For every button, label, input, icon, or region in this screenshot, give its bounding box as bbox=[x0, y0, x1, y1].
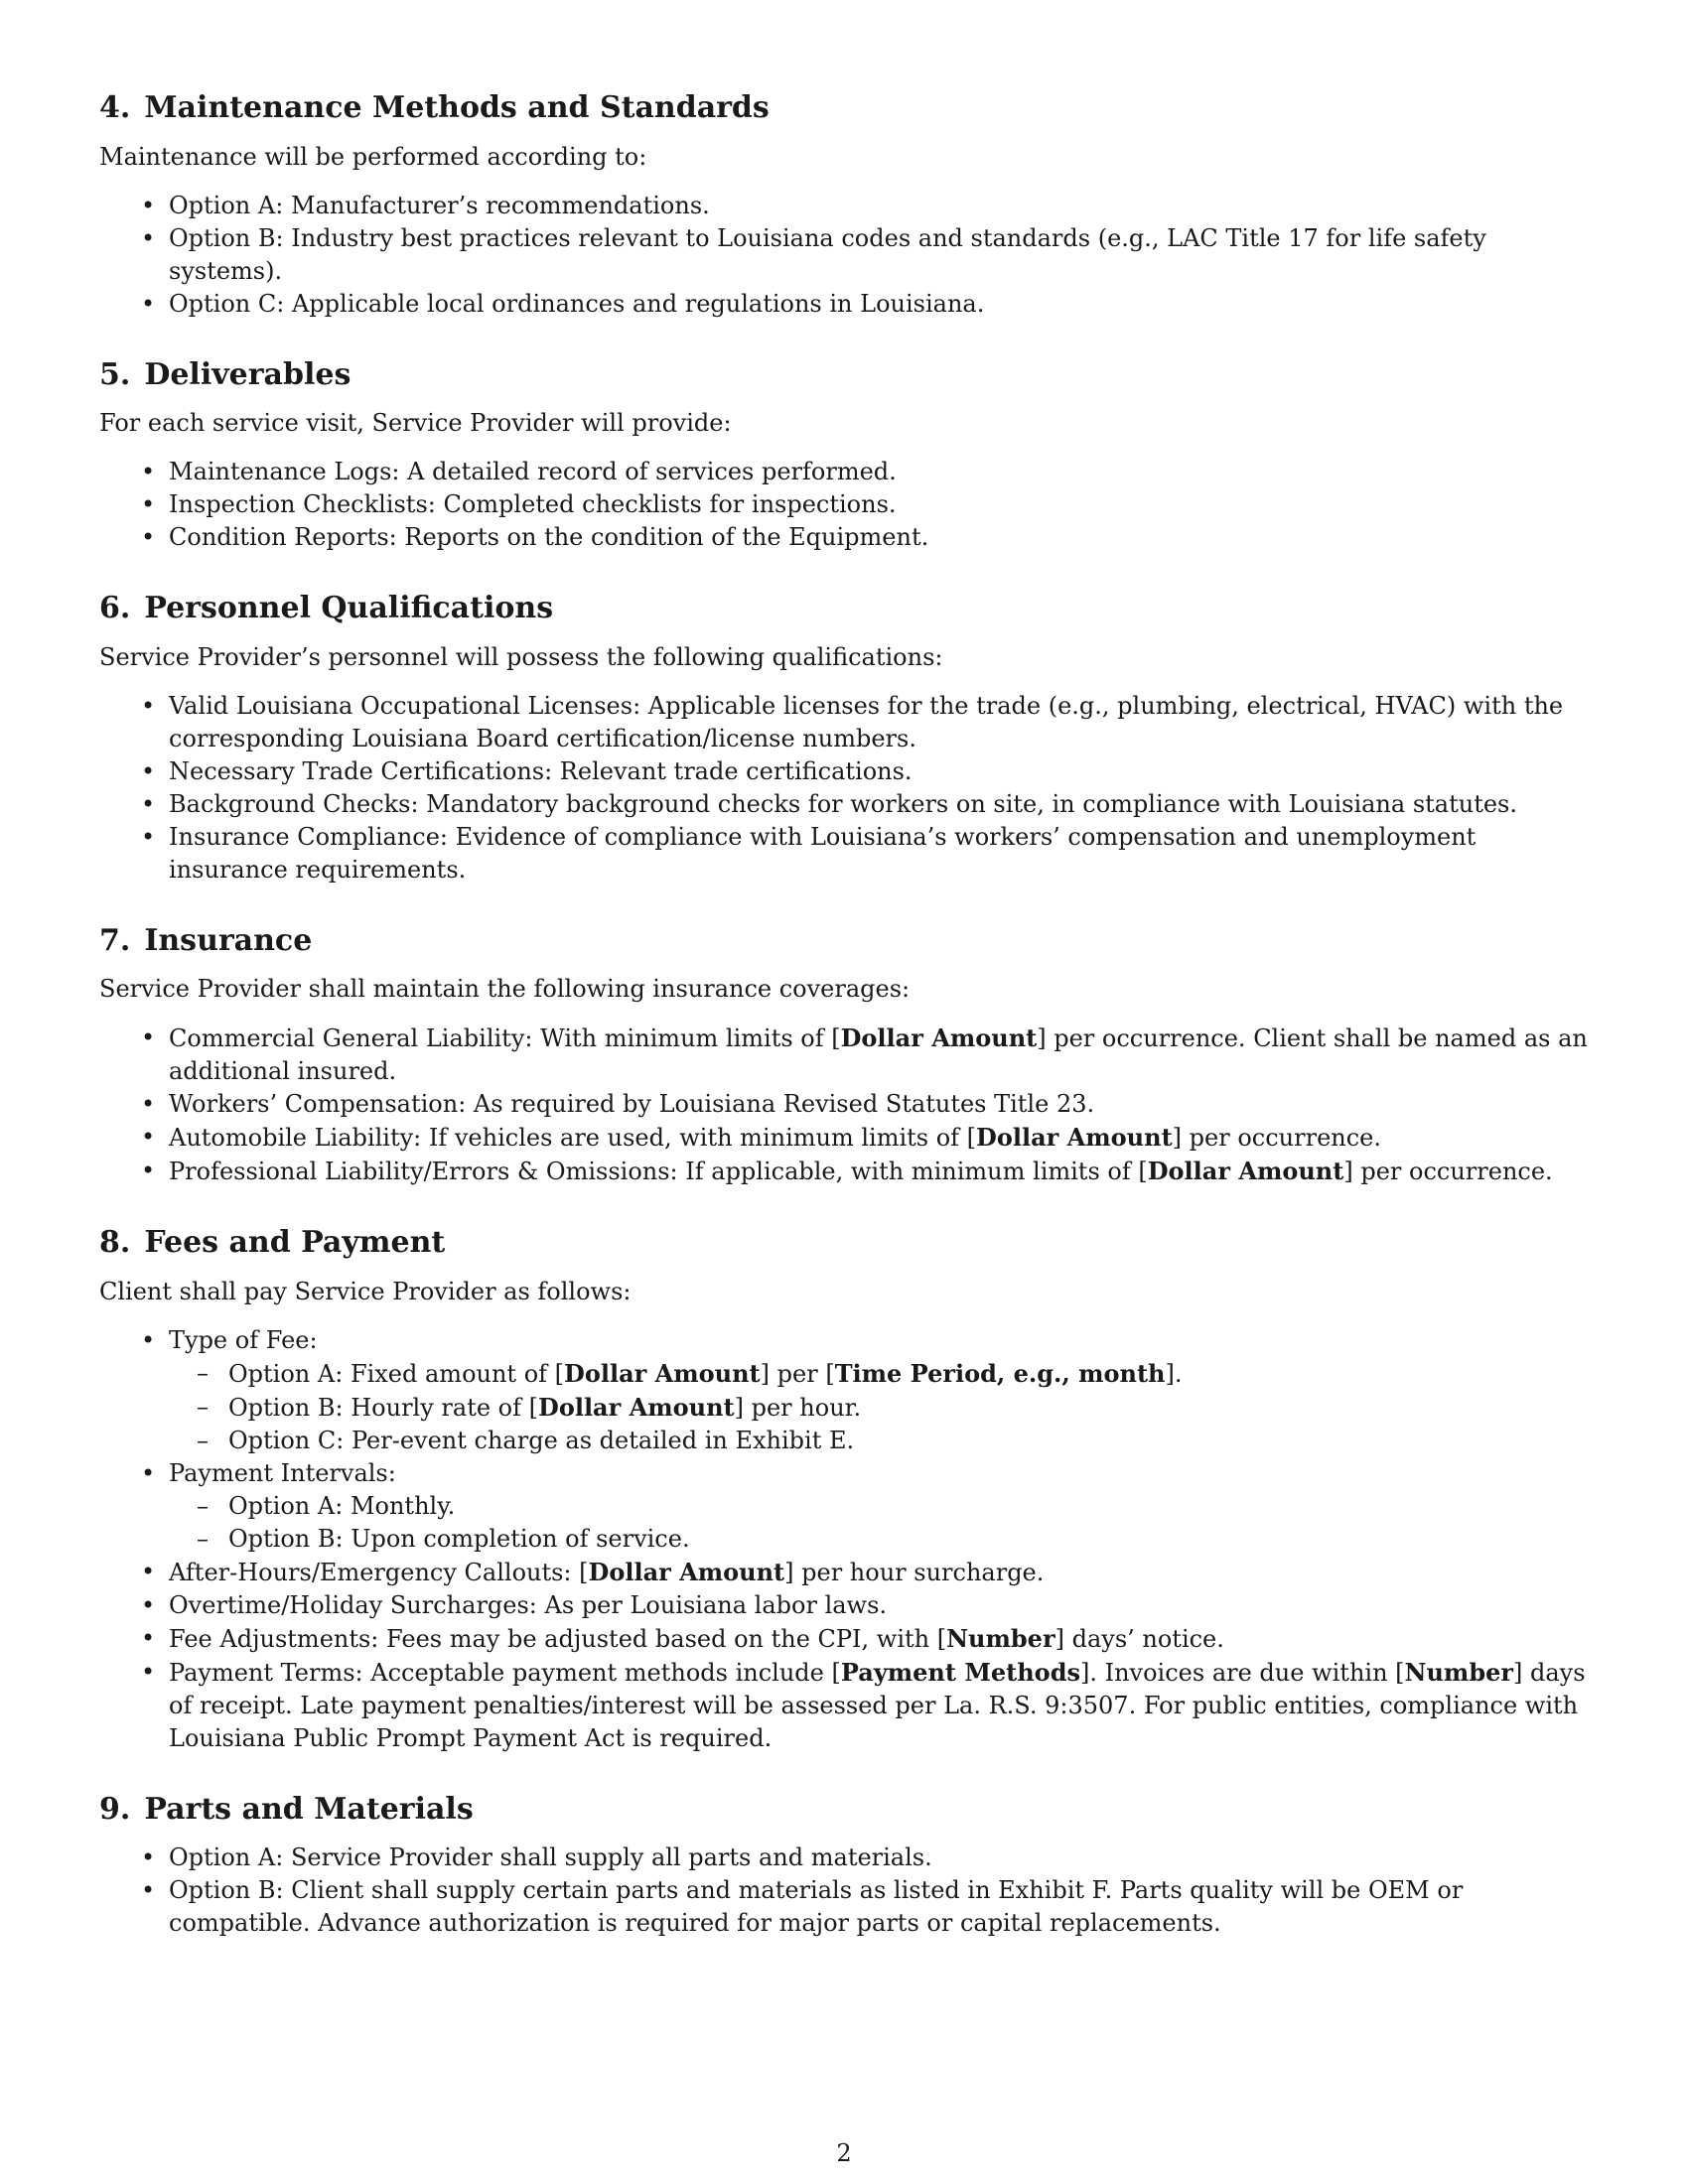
list-item: • After-Hours/Emergency Callouts: [Dollar Amount] per hour surcharge. bbox=[169, 1556, 1589, 1589]
bullet-list bbox=[99, 1022, 1589, 1188]
list-item: • Fee Adjustments: Fees may be adjusted based on the CPI, with [Number] days’ notice. bbox=[169, 1622, 1589, 1656]
section-parts-and-materials bbox=[99, 1791, 1589, 1941]
list-item: • Inspection Checklists: Completed checklists for inspections. bbox=[169, 488, 1589, 521]
list-item: • Option A: Service Provider shall supply all parts and materials. bbox=[169, 1842, 1589, 1874]
section-maintenance-methods bbox=[99, 89, 1589, 321]
section-insurance bbox=[99, 922, 1589, 1189]
placeholder-field: Payment Methods bbox=[840, 1657, 1080, 1687]
list-item: • Commercial General Liability: With minimum limits of [Dollar Amount] per occurrence. Client shall be named as an additional insured. bbox=[169, 1022, 1589, 1088]
section-deliverables bbox=[99, 356, 1589, 555]
bullet-list bbox=[99, 690, 1589, 887]
list-item: • Professional Liability/Errors & Omissions: If applicable, with minimum limits of [Dollar Amount] per occurrence. bbox=[169, 1155, 1589, 1188]
sub-list-item: – Option B: Hourly rate of [Dollar Amount] per hour. bbox=[228, 1391, 1589, 1425]
sub-list bbox=[169, 1490, 1589, 1556]
list-item: • Automobile Liability: If vehicles are used, with minimum limits of [Dollar Amount] per occurrence. bbox=[169, 1121, 1589, 1155]
list-item: • Condition Reports: Reports on the condition of the Equipment. bbox=[169, 521, 1589, 554]
list-item-type-of-fee: • Type of Fee: – Option A: Fixed amount of [Dollar Amount] per [Time Period, e.g., month]. – Option B: Hourly rate of [Dollar Amount] per hour. – Option C: Per-event charge as detailed in Exhibit E. bbox=[169, 1324, 1589, 1457]
list-item: • Maintenance Logs: A detailed record of services performed. bbox=[169, 456, 1589, 488]
placeholder-field: Dollar Amount bbox=[588, 1557, 785, 1586]
section-heading: 5. Deliverables bbox=[99, 356, 352, 392]
section-intro: Client shall pay Service Provider as follows: bbox=[99, 1277, 632, 1305]
list-item: • Option C: Applicable local ordinances and regulations in Louisiana. bbox=[169, 288, 1589, 321]
section-heading: 8. Fees and Payment bbox=[99, 1225, 446, 1260]
sub-list-item: – Option B: Upon completion of service. bbox=[228, 1523, 1589, 1556]
bullet-list bbox=[99, 190, 1589, 321]
list-item-payment-intervals: • Payment Intervals: – Option A: Monthly. – Option B: Upon completion of service. bbox=[169, 1457, 1589, 1556]
bullet-list bbox=[99, 1324, 1589, 1755]
section-personnel-qualifications bbox=[99, 590, 1589, 887]
placeholder-field: Number bbox=[946, 1623, 1055, 1653]
list-item: • Option B: Client shall supply certain parts and materials as listed in Exhibit F. Parts quality will be OEM or compatible. Advance authorization is required for major parts or capital replacements. bbox=[169, 1874, 1589, 1940]
bullet-list bbox=[99, 456, 1589, 554]
sub-list-item: – Option A: Monthly. bbox=[228, 1490, 1589, 1523]
page-number: 2 bbox=[836, 2139, 852, 2167]
sub-list-item: – Option A: Fixed amount of [Dollar Amount] per [Time Period, e.g., month]. bbox=[228, 1357, 1589, 1391]
list-item: • Workers’ Compensation: As required by Louisiana Revised Statutes Title 23. bbox=[169, 1088, 1589, 1121]
placeholder-field: Time Period, e.g., month bbox=[834, 1358, 1166, 1388]
sub-list-item: – Option C: Per-event charge as detailed in Exhibit E. bbox=[228, 1425, 1589, 1457]
list-item: • Valid Louisiana Occupational Licenses: Applicable licenses for the trade (e.g., plumbing, electrical, HVAC) with the corresponding Louisiana Board certification/license numbers. bbox=[169, 690, 1589, 755]
list-item: • Background Checks: Mandatory background checks for workers on site, in compliance with Louisiana statutes. bbox=[169, 788, 1589, 821]
sub-list bbox=[169, 1357, 1589, 1457]
section-heading: 6. Personnel Qualifications bbox=[99, 591, 554, 625]
section-heading: 9. Parts and Materials bbox=[99, 1791, 474, 1827]
placeholder-field: Dollar Amount bbox=[564, 1358, 761, 1388]
section-intro: For each service visit, Service Provider will provide: bbox=[99, 409, 732, 437]
section-intro: Service Provider shall maintain the following insurance coverages: bbox=[99, 975, 911, 1003]
section-heading: 7. Insurance bbox=[99, 922, 313, 958]
list-item: • Option A: Manufacturer’s recommendations. bbox=[169, 190, 1589, 222]
list-item: • Necessary Trade Certifications: Relevant trade certifications. bbox=[169, 755, 1589, 788]
placeholder-field: Dollar Amount bbox=[976, 1123, 1173, 1152]
section-intro: Service Provider’s personnel will possess the following qualifications: bbox=[99, 642, 943, 671]
placeholder-field: Number bbox=[1404, 1657, 1514, 1687]
placeholder-field: Dollar Amount bbox=[1147, 1157, 1344, 1185]
list-item: • Payment Terms: Acceptable payment methods include [Payment Methods]. Invoices are due within [Number] days of receipt. Late payment penalties/interest will be assessed per La. R.S. 9:3507. For public entities, compliance with Louisiana Public Prompt Payment Act is required. bbox=[169, 1656, 1589, 1755]
section-fees-and-payment bbox=[99, 1224, 1589, 1755]
list-item: • Option B: Industry best practices relevant to Louisiana codes and standards (e.g., LAC Title 17 for life safety systems). bbox=[169, 222, 1589, 288]
bullet-list bbox=[99, 1842, 1589, 1940]
placeholder-field: Dollar Amount bbox=[538, 1392, 735, 1422]
section-intro: Maintenance will be performed according to: bbox=[99, 142, 647, 171]
section-heading: 4. Maintenance Methods and Standards bbox=[99, 90, 770, 125]
document-page bbox=[99, 89, 1589, 1976]
list-item: • Overtime/Holiday Surcharges: As per Louisiana labor laws. bbox=[169, 1589, 1589, 1622]
placeholder-field: Dollar Amount bbox=[840, 1024, 1038, 1052]
list-item: • Insurance Compliance: Evidence of compliance with Louisiana’s workers’ compensation and unemployment insurance requirements. bbox=[169, 821, 1589, 887]
